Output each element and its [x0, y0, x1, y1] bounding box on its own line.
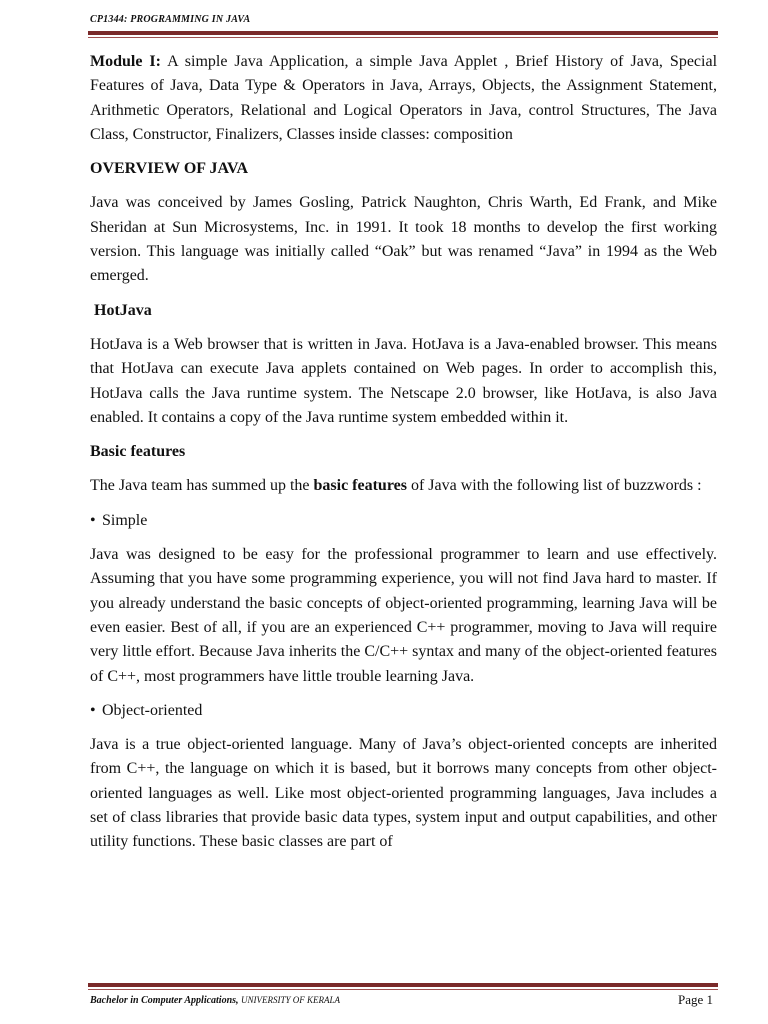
header-rule-thin	[88, 37, 718, 38]
footer-university: UNIVERSITY OF KERALA	[241, 995, 341, 1005]
footer-rule-thin	[88, 989, 718, 990]
basic-intro-text: The Java team has summed up the	[90, 477, 314, 495]
bullet-icon: •	[90, 511, 96, 529]
simple-paragraph: Java was designed to be easy for the professional programmer to learn and use effectively. Assuming that you have some programming experience, you will not find Java hard to master. If you already understand the basic concepts of object-oriented programming, learning Java will be even easier. Best of all, if you are an experienced C++ programmer, moving to Java will require very little effort. Because Java inherits the C/C++ syntax and many of the object-oriented features of C++, most programmers have little trouble learning Java.	[90, 546, 717, 685]
running-footer	[90, 995, 340, 1006]
overview-heading: OVERVIEW OF JAVA	[90, 160, 248, 178]
footer-rule-thick	[88, 983, 718, 987]
bullet-simple-label: Simple	[102, 511, 148, 529]
hotjava-heading: HotJava	[94, 301, 152, 319]
overview-paragraph: Java was conceived by James Gosling, Patrick Naughton, Chris Warth, Ed Frank, and Mike Sheridan at Sun Microsystems, Inc. in 1991. It took 18 months to develop the first working version. This language was initially called “Oak” but was renamed “Java” in 1994 as the Web emerged.	[90, 194, 717, 285]
basic-features-intro	[90, 474, 717, 498]
bullet-icon: •	[90, 701, 96, 719]
hotjava-paragraph: HotJava is a Web browser that is written in Java. HotJava is a Java-enabled browser. This means that HotJava can execute Java applets contained on Web pages. In order to accomplish this, HotJava calls the Java runtime system. The Netscape 2.0 browser, like HotJava, is also Java enabled. It contains a copy of the Java runtime system embedded within it.	[90, 335, 717, 426]
bullet-simple	[90, 509, 717, 533]
footer-program: Bachelor in Computer Applications,	[90, 995, 242, 1006]
bullet-object-oriented	[90, 699, 717, 723]
running-header: CP1344: PROGRAMMING IN JAVA	[90, 14, 251, 25]
module-text: A simple Java Application, a simple Java Applet , Brief History of Java, Special Features of Java, Data Type & Operators in Java, Arrays, Objects, the Assignment Statement, Arithmetic Operators, Relational and Logical Operators in Java, control Structures, The Java Class, Constructor, Finalizers, Classes inside classes: composition	[90, 53, 718, 143]
page-number: Page 1	[678, 992, 714, 1007]
module-summary	[90, 50, 717, 147]
header-rule-thick	[88, 31, 718, 35]
basic-intro-tail: of Java with the following list of buzzwords :	[406, 477, 702, 495]
basic-features-heading: Basic features	[90, 443, 186, 461]
oop-paragraph: Java is a true object-oriented language. Many of Java’s object-oriented concepts are inherited from C++, the language on which it is based, but it borrows many concepts from other object-oriented languages as well. Like most object-oriented programming languages, Java includes a set of class libraries that provide basic data types, system input and output capabilities, and other utility functions. These basic classes are part of	[90, 736, 717, 851]
bullet-oop-label: Object-oriented	[102, 701, 203, 719]
page-body	[90, 50, 717, 865]
module-label: Module I:	[90, 53, 161, 70]
basic-intro-bold: basic features	[313, 477, 407, 495]
